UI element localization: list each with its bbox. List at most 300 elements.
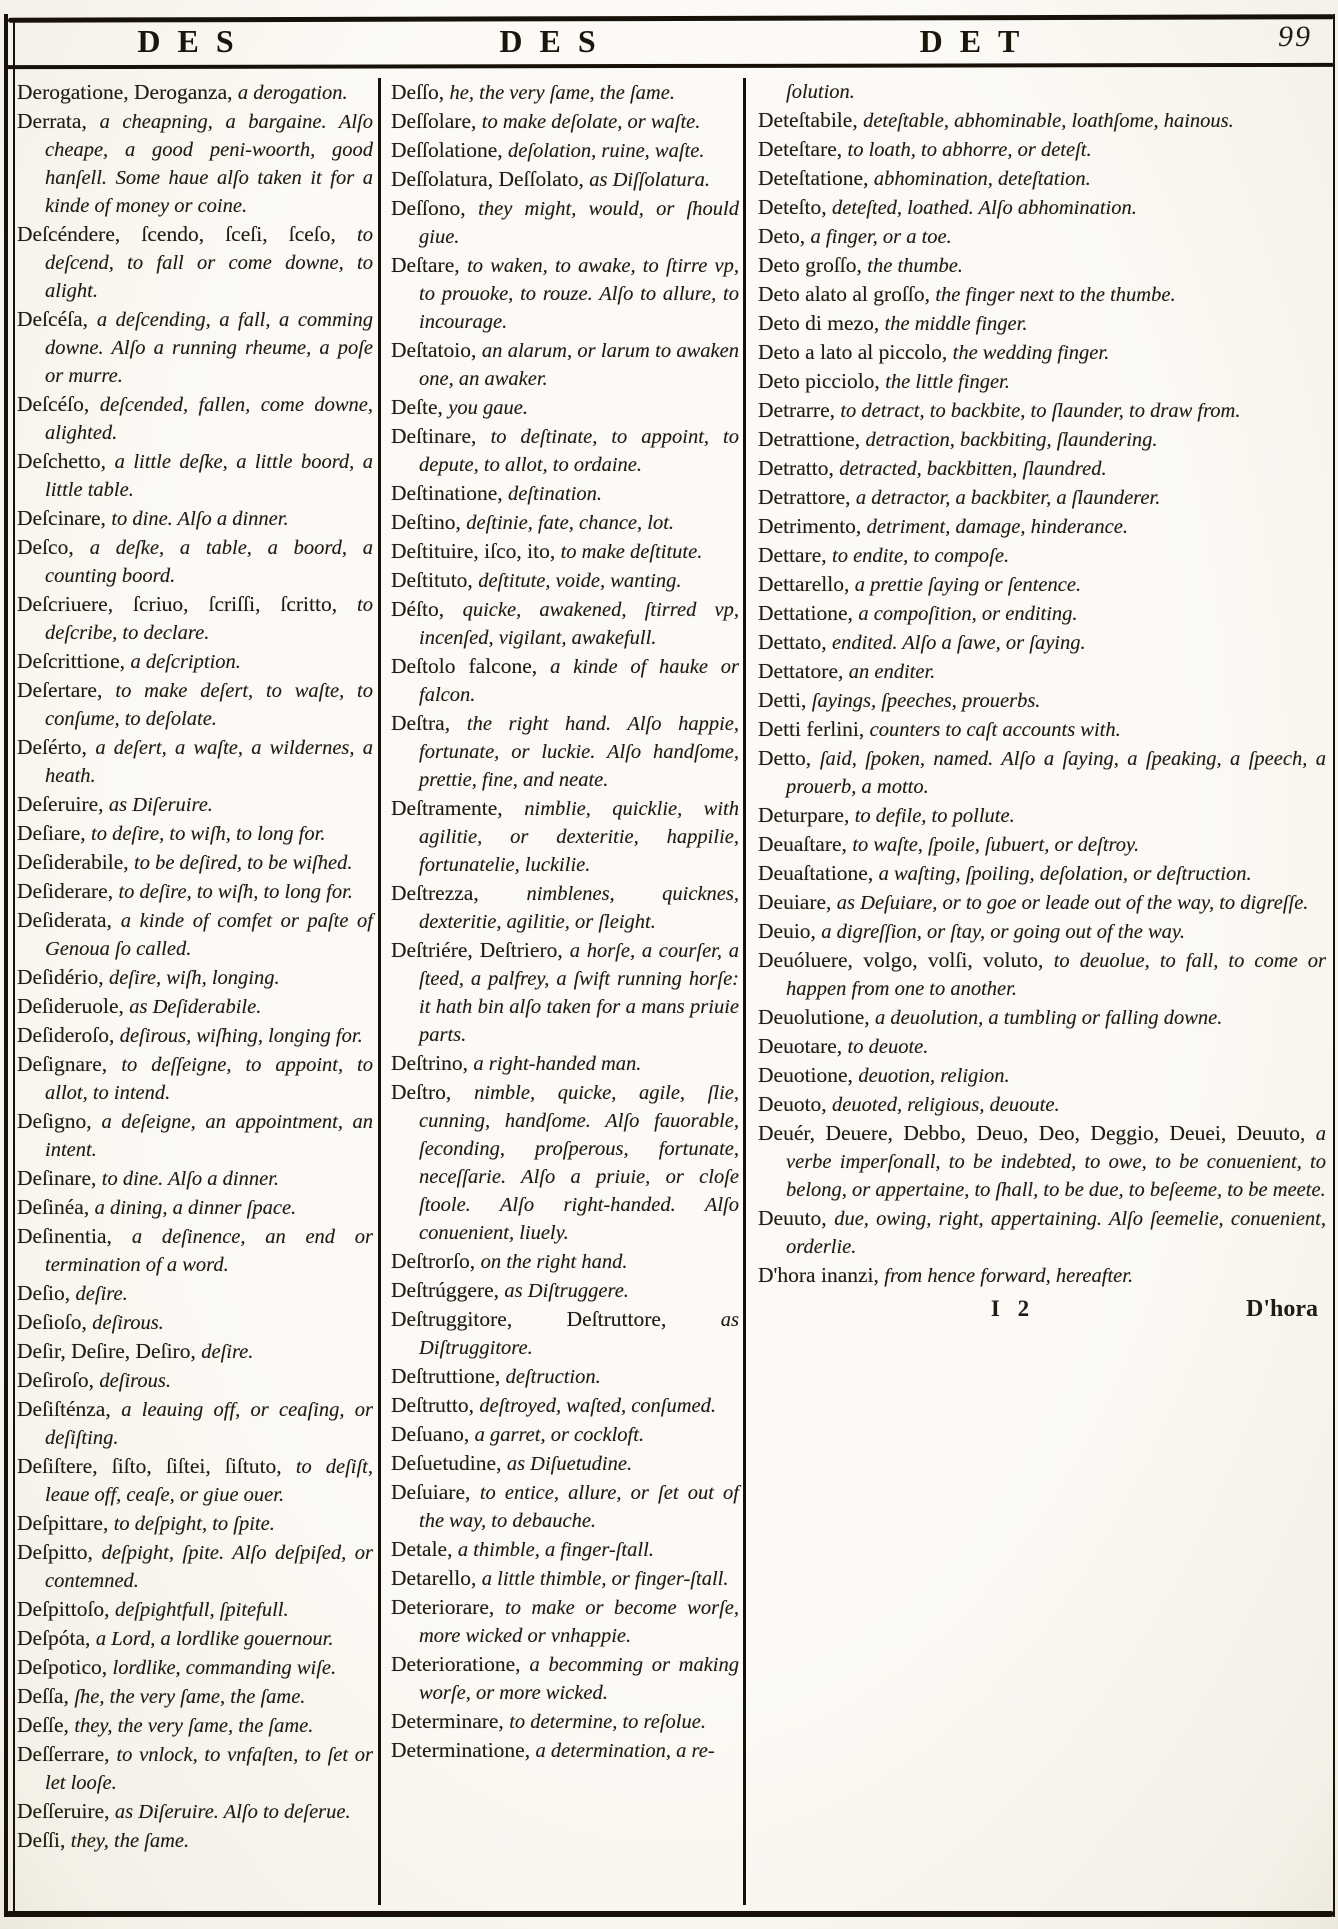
entry-headword: Deſte, bbox=[391, 395, 449, 419]
entry-gloss: deſirous, wiſhing, longing for. bbox=[119, 1025, 363, 1047]
entry-headword: Deſigno, bbox=[17, 1109, 102, 1133]
dictionary-entry bbox=[391, 1049, 739, 1078]
entry-headword: Deto picciolo, bbox=[758, 369, 886, 393]
column-1 bbox=[17, 78, 378, 1905]
entry-headword: Deſinéa, bbox=[17, 1195, 95, 1219]
dictionary-entry bbox=[391, 1650, 739, 1707]
dictionary-entry bbox=[758, 888, 1326, 917]
dictionary-entry bbox=[758, 541, 1326, 570]
entry-gloss: to deuolue, to fall, to come or happen from one to another. bbox=[786, 950, 1326, 1000]
header-section-2: DES bbox=[499, 22, 613, 59]
dictionary-entry bbox=[17, 1452, 373, 1509]
entry-headword: Deſidério, bbox=[17, 965, 109, 989]
dictionary-entry bbox=[758, 801, 1326, 830]
entry-gloss: deſolation, ruine, waſte. bbox=[508, 140, 705, 162]
entry-headword: Dettato, bbox=[758, 630, 833, 654]
entry-headword: Deſtramente, bbox=[391, 796, 525, 820]
entry-gloss: endited. Alſo a ſawe, or ſaying. bbox=[832, 632, 1086, 654]
entry-headword: Deſinentia, bbox=[17, 1224, 132, 1248]
entry-gloss: as Diſtruggitore. bbox=[419, 1309, 739, 1359]
entry-gloss: to entice, allure, or ſet out of the way, to debauche. bbox=[419, 1482, 740, 1532]
entry-gloss: to be deſired, to be wiſhed. bbox=[134, 852, 353, 874]
entry-gloss: the thumbe. bbox=[867, 255, 963, 277]
entry-gloss: from hence forward, hereafter. bbox=[884, 1265, 1134, 1287]
dictionary-entry bbox=[758, 1090, 1326, 1119]
entry-headword: Deſpóta, bbox=[17, 1626, 96, 1650]
entry-headword: Deuaſtatione, bbox=[758, 861, 879, 885]
entry-headword: Deſcéndere, ſcendo, ſceſi, ſceſo, bbox=[17, 222, 358, 246]
catchword: D'hora bbox=[1246, 1296, 1318, 1322]
entry-headword: Detrattione, bbox=[758, 427, 866, 451]
dictionary-entry bbox=[391, 1707, 739, 1736]
dictionary-entry bbox=[17, 1308, 373, 1337]
entry-headword: Deſuiare, bbox=[391, 1480, 480, 1504]
entry-headword: Deſſerrare, bbox=[17, 1742, 117, 1766]
dictionary-entry bbox=[17, 447, 373, 504]
entry-headword: Detarello, bbox=[391, 1566, 482, 1590]
entry-headword: Deſtinatione, bbox=[391, 481, 509, 505]
dictionary-entry bbox=[758, 917, 1326, 946]
dictionary-entry bbox=[17, 790, 373, 819]
entry-gloss: a Lord, a lordlike gouernour. bbox=[95, 1628, 334, 1650]
dictionary-entry bbox=[391, 422, 739, 479]
dictionary-entry bbox=[758, 367, 1326, 396]
dictionary-entry bbox=[758, 715, 1326, 744]
entry-headword: Deſiderabile, bbox=[17, 850, 135, 874]
dictionary-entry bbox=[391, 1305, 739, 1362]
dictionary-entry bbox=[391, 508, 739, 537]
dictionary-entry bbox=[17, 1740, 373, 1797]
dictionary-entry bbox=[17, 877, 373, 906]
entry-headword: Deſtrutto, bbox=[391, 1393, 480, 1417]
dictionary-entry bbox=[17, 1797, 373, 1826]
entry-gloss: a becomming or making worſe, or more wicked. bbox=[419, 1654, 739, 1704]
entry-gloss: deſtination. bbox=[508, 483, 602, 505]
entry-headword: Deſiare, bbox=[17, 821, 92, 845]
entry-headword: Deſiſtere, ſiſto, ſiſtei, ſiſtuto, bbox=[17, 1454, 296, 1478]
entry-gloss: to deſpight, to ſpite. bbox=[113, 1513, 275, 1535]
entry-headword: Deſſolatione, bbox=[391, 138, 509, 162]
entry-headword: Deuóluere, volgo, volſi, voluto, bbox=[758, 948, 1054, 972]
entry-gloss: ſayings, ſpeeches, prouerbs. bbox=[811, 690, 1041, 712]
dictionary-entry bbox=[17, 1366, 373, 1395]
entry-gloss: on the right hand. bbox=[480, 1251, 628, 1273]
entry-headword: Deſtrezza, bbox=[391, 881, 527, 905]
dictionary-entry bbox=[17, 676, 373, 733]
entry-gloss: detriment, damage, hinderance. bbox=[866, 516, 1128, 538]
entry-headword: Derogatione, Deroganza, bbox=[17, 80, 238, 104]
entry-headword: Deſeruire, bbox=[17, 792, 109, 816]
entry-headword: Deſcéſo, bbox=[17, 392, 100, 416]
dictionary-entry bbox=[17, 1653, 373, 1682]
entry-headword: Deſtro, bbox=[391, 1080, 475, 1104]
entry-gloss: a determination, a re- bbox=[535, 1740, 715, 1762]
dictionary-entry bbox=[758, 193, 1326, 222]
entry-headword: Deſchetto, bbox=[17, 449, 115, 473]
entry-headword: Deteſto, bbox=[758, 195, 833, 219]
column-footer bbox=[758, 1296, 1326, 1332]
dictionary-entry bbox=[17, 647, 373, 676]
dictionary-entry bbox=[391, 136, 739, 165]
dictionary-entry bbox=[391, 479, 739, 508]
dictionary-entry bbox=[758, 628, 1326, 657]
column-2 bbox=[378, 78, 743, 1905]
entry-gloss: a waſting, ſpoiling, deſolation, or deſtruction. bbox=[878, 863, 1252, 885]
entry-headword: Deſcriuere, ſcriuo, ſcriſſi, ſcritto, bbox=[17, 592, 358, 616]
entry-gloss: to make deſtitute. bbox=[560, 541, 703, 563]
entry-gloss: as Diſeruire. bbox=[108, 794, 213, 816]
running-header bbox=[16, 18, 1326, 64]
dictionary-entry bbox=[758, 280, 1326, 309]
dictionary-entry bbox=[17, 1395, 373, 1452]
dictionary-entry bbox=[17, 1538, 373, 1595]
entry-headword: Deſiderata, bbox=[17, 908, 121, 932]
entry-headword: Detto, bbox=[758, 746, 820, 770]
dictionary-entry bbox=[758, 106, 1326, 135]
entry-gloss: to loath, to abhorre, or deteſt. bbox=[847, 139, 1092, 161]
entry-gloss: to endite, to compoſe. bbox=[832, 545, 1010, 567]
dictionary-entry bbox=[758, 338, 1326, 367]
entry-gloss: to determine, to reſolue. bbox=[509, 1711, 706, 1733]
dictionary-entry bbox=[17, 1337, 373, 1366]
dictionary-entry bbox=[758, 454, 1326, 483]
entry-gloss: to deſire, to wiſh, to long for. bbox=[91, 823, 326, 845]
dictionary-entry bbox=[17, 1711, 373, 1740]
dictionary-entry bbox=[17, 1107, 373, 1164]
entry-gloss: deſtruction. bbox=[505, 1366, 601, 1388]
entry-gloss: a little deſke, a little boord, a little table. bbox=[45, 451, 373, 501]
entry-headword: Deſcrittione, bbox=[17, 649, 131, 673]
entry-gloss: a right-handed man. bbox=[473, 1053, 642, 1075]
dictionary-entry bbox=[391, 107, 739, 136]
entry-headword: Detale, bbox=[391, 1537, 458, 1561]
entry-gloss: an enditer. bbox=[848, 661, 936, 683]
entry-gloss: to deuote. bbox=[847, 1036, 929, 1058]
entry-headword: Deſpotico, bbox=[17, 1655, 113, 1679]
entry-headword: Deſſo, bbox=[391, 80, 450, 104]
dictionary-entry bbox=[758, 164, 1326, 193]
entry-headword: Deuér, Deuere, Debbo, Deuo, Deo, Deggio, Deuei, Deuuto, bbox=[758, 1121, 1316, 1145]
dictionary-entry bbox=[391, 1564, 739, 1593]
entry-headword: Deſpittoſo, bbox=[17, 1597, 115, 1621]
header-section-1: DES bbox=[137, 22, 251, 59]
entry-gloss: to waſte, ſpoile, ſubuert, or deſtroy. bbox=[852, 834, 1140, 856]
entry-gloss: as Diſſolatura. bbox=[589, 169, 710, 191]
entry-gloss: to make deſolate, or waſte. bbox=[481, 111, 701, 133]
text-columns bbox=[17, 78, 1328, 1905]
dictionary-entry bbox=[17, 1279, 373, 1308]
entry-gloss: a horſe, a courſer, a ſteed, a palfrey, a ſwift running horſe: it hath bin alſo taken for a mans priuie parts. bbox=[419, 940, 739, 1046]
entry-gloss: the finger next to the thumbe. bbox=[935, 284, 1176, 306]
dictionary-entry bbox=[758, 946, 1326, 1003]
dictionary-entry bbox=[17, 1624, 373, 1653]
dictionary-entry bbox=[391, 393, 739, 422]
entry-gloss: deteſted, loathed. Alſo abhomination. bbox=[832, 197, 1137, 219]
entry-headword: Deſtino, bbox=[391, 510, 467, 534]
entry-gloss: as Deſiderabile. bbox=[129, 996, 262, 1018]
entry-headword: Deſignare, bbox=[17, 1052, 122, 1076]
dictionary-entry bbox=[17, 390, 373, 447]
entry-gloss: a little thimble, or finger-ſtall. bbox=[481, 1568, 729, 1590]
entry-gloss: a deſert, a waſte, a wildernes, a heath. bbox=[45, 737, 374, 787]
entry-gloss: to deſire, to wiſh, to long for. bbox=[118, 881, 353, 903]
entry-headword: D'hora inanzi, bbox=[758, 1263, 885, 1287]
entry-gloss: they might, would, or ſhould giue. bbox=[419, 198, 739, 248]
page-number: 99 bbox=[1278, 20, 1312, 53]
entry-headword: Deſuano, bbox=[391, 1422, 475, 1446]
entry-gloss: deſtroyed, waſted, conſumed. bbox=[479, 1395, 717, 1417]
entry-headword: Deſpittare, bbox=[17, 1511, 114, 1535]
entry-gloss: a derogation. bbox=[237, 82, 348, 104]
entry-headword: Deſtatoio, bbox=[391, 338, 482, 362]
dictionary-entry bbox=[758, 570, 1326, 599]
entry-gloss: to deſcribe, to declare. bbox=[45, 594, 373, 644]
entry-headword: Deſpitto, bbox=[17, 1540, 102, 1564]
entry-gloss: due, owing, right, appertaining. Alſo ſeemelie, conuenient, orderlie. bbox=[786, 1208, 1326, 1258]
entry-headword: Deto a lato al piccolo, bbox=[758, 340, 953, 364]
entry-gloss: a finger, or a toe. bbox=[810, 226, 952, 248]
entry-gloss: to waken, to awake, to ſtirre vp, to prouoke, to rouze. Alſo to allure, to incourage. bbox=[419, 255, 739, 333]
entry-headword: Deuaſtare, bbox=[758, 832, 853, 856]
entry-headword: Deſtrúggere, bbox=[391, 1278, 505, 1302]
entry-gloss: as Deſuiare, or to goe or leade out of the way, to digreſſe. bbox=[836, 892, 1309, 914]
entry-headword: Deſir, Deſire, Deſiro, bbox=[17, 1339, 202, 1363]
entry-gloss: counters to caſt accounts with. bbox=[869, 719, 1121, 741]
dictionary-entry bbox=[391, 1535, 739, 1564]
dictionary-entry bbox=[391, 165, 739, 194]
entry-gloss: a leauing off, or ceaſing, or deſiſting. bbox=[45, 1399, 373, 1449]
dictionary-entry bbox=[391, 1420, 739, 1449]
entry-gloss: a deſke, a table, a boord, a counting boord. bbox=[45, 537, 374, 587]
dictionary-entry bbox=[758, 78, 1326, 106]
entry-headword: Deuiare, bbox=[758, 890, 837, 914]
entry-gloss: abhomination, deteſtation. bbox=[873, 168, 1091, 190]
entry-gloss: they, the ſame. bbox=[70, 1830, 190, 1852]
dictionary-entry bbox=[391, 1736, 739, 1765]
dictionary-entry bbox=[758, 744, 1326, 801]
entry-headword: Dettare, bbox=[758, 543, 833, 567]
dictionary-entry bbox=[758, 859, 1326, 888]
entry-gloss: to deſcend, to fall or come downe, to alight. bbox=[45, 224, 373, 302]
entry-gloss: deſirous. bbox=[99, 1370, 171, 1392]
entry-gloss: a thimble, a finger-ſtall. bbox=[457, 1539, 654, 1561]
entry-gloss: a cheapning, a bargaine. Alſo cheape, a good peni-woorth, good hanſell. Some haue alſo taken it for a kinde of money or coine. bbox=[45, 111, 373, 217]
dictionary-entry bbox=[391, 709, 739, 794]
entry-gloss: the right hand. Alſo happie, fortunate, or luckie. Alſo handſome, prettie, fine, and neate. bbox=[419, 713, 739, 791]
entry-headword: Detrattore, bbox=[758, 485, 856, 509]
entry-gloss: a deſcription. bbox=[130, 651, 241, 673]
entry-headword: Deſideruole, bbox=[17, 994, 130, 1018]
entry-headword: Deuotione, bbox=[758, 1063, 859, 1087]
entry-gloss: deuotion, religion. bbox=[858, 1065, 1010, 1087]
entry-gloss: the little finger. bbox=[885, 371, 1010, 393]
entry-headword: Deſideroſo, bbox=[17, 1023, 120, 1047]
entry-gloss: a detractor, a backbiter, a ſlaunderer. bbox=[855, 487, 1161, 509]
entry-gloss: detraction, backbiting, ſlaundering. bbox=[865, 429, 1158, 451]
entry-headword: Deſſi, bbox=[17, 1828, 71, 1852]
entry-headword: Deſco, bbox=[17, 535, 90, 559]
entry-headword: Deteſtabile, bbox=[758, 108, 864, 132]
entry-gloss: to deſtinate, to appoint, to depute, to allot, to ordaine. bbox=[419, 426, 739, 476]
dictionary-entry bbox=[391, 1449, 739, 1478]
entry-gloss: lordlike, commanding wiſe. bbox=[112, 1657, 337, 1679]
entry-gloss: a deſeigne, an appointment, an intent. bbox=[45, 1111, 373, 1161]
dictionary-entry bbox=[391, 1478, 739, 1535]
entry-headword: Deſcinare, bbox=[17, 506, 112, 530]
dictionary-entry bbox=[17, 1826, 373, 1855]
entry-headword: Detratto, bbox=[758, 456, 840, 480]
left-border-inner bbox=[13, 20, 15, 1913]
dictionary-entry bbox=[758, 1261, 1326, 1290]
entry-gloss: quicke, awakened, ſtirred vp, incenſed, vigilant, awakefull. bbox=[419, 599, 739, 649]
entry-headword: Deturpare, bbox=[758, 803, 855, 827]
dictionary-entry bbox=[758, 1204, 1326, 1261]
bottom-rule bbox=[6, 1911, 1334, 1917]
entry-gloss: to deſſeigne, to appoint, to allot, to intend. bbox=[45, 1054, 373, 1104]
dictionary-entry bbox=[391, 595, 739, 652]
entry-gloss: as Diſuetudine. bbox=[506, 1453, 633, 1475]
column-3 bbox=[743, 78, 1328, 1905]
dictionary-entry bbox=[758, 1003, 1326, 1032]
dictionary-entry bbox=[758, 135, 1326, 164]
left-border-outer bbox=[4, 14, 8, 1917]
dictionary-entry bbox=[391, 537, 739, 566]
entry-headword: Dettarello, bbox=[758, 572, 855, 596]
dictionary-entry bbox=[758, 309, 1326, 338]
entry-gloss: to detract, to backbite, to ſlaunder, to draw from. bbox=[840, 400, 1241, 422]
entry-gloss: to dine. Alſo a dinner. bbox=[101, 1168, 280, 1190]
entry-headword: Deſcéſa, bbox=[17, 307, 97, 331]
entry-headword: Deſtriére, Deſtriero, bbox=[391, 938, 570, 962]
entry-headword: Deuolutione, bbox=[758, 1005, 876, 1029]
header-section-3: DET bbox=[919, 22, 1037, 59]
entry-headword: Deſſeruire, bbox=[17, 1799, 115, 1823]
entry-headword: Deuio, bbox=[758, 919, 822, 943]
entry-headword: Dettatore, bbox=[758, 659, 849, 683]
entry-headword: Dettatione, bbox=[758, 601, 859, 625]
dictionary-entry bbox=[758, 425, 1326, 454]
entry-headword: Deſuetudine, bbox=[391, 1451, 507, 1475]
entry-headword: Deſtituto, bbox=[391, 568, 479, 592]
entry-headword: Deſiderare, bbox=[17, 879, 119, 903]
dictionary-entry bbox=[391, 652, 739, 709]
dictionary-entry bbox=[391, 1593, 739, 1650]
entry-headword: Deſſe, bbox=[17, 1713, 75, 1737]
entry-gloss: deſire. bbox=[201, 1341, 254, 1363]
entry-gloss: deteſtable, abhominable, loathſome, hainous. bbox=[863, 110, 1234, 132]
dictionary-entry bbox=[758, 512, 1326, 541]
entry-headword: Detti ferlini, bbox=[758, 717, 870, 741]
entry-headword: Deſertare, bbox=[17, 678, 116, 702]
dictionary-entry bbox=[391, 1078, 739, 1247]
dictionary-entry bbox=[17, 819, 373, 848]
entry-gloss: deſpightfull, ſpitefull. bbox=[114, 1599, 289, 1621]
dictionary-entry bbox=[758, 396, 1326, 425]
dictionary-entry bbox=[17, 1164, 373, 1193]
entry-gloss: detracted, backbitten, ſlaundred. bbox=[839, 458, 1107, 480]
dictionary-entry bbox=[758, 251, 1326, 280]
entry-gloss: as Diſeruire. Alſo to deſerue. bbox=[114, 1801, 351, 1823]
entry-gloss: nimblie, quicklie, with agilitie, or dexteritie, happilie, fortunatelie, luckilie. bbox=[419, 798, 739, 876]
entry-gloss: a deſcending, a fall, a comming downe. Alſo a running rheume, a poſe or murre. bbox=[45, 309, 373, 387]
entry-headword: Deto alato al groſſo, bbox=[758, 282, 936, 306]
entry-gloss: to make deſert, to waſte, to conſume, to deſolate. bbox=[45, 680, 373, 730]
entry-headword: Deto di mezo, bbox=[758, 311, 885, 335]
entry-gloss: nimble, quicke, agile, ſlie, cunning, handſome. Alſo fauorable, ſeconding, proſperous, fortunate, neceſſarie. Alſo a priuie, or cloſe ſtoole. Alſo right-handed. Alſo conuenient, liuely. bbox=[419, 1082, 739, 1244]
dictionary-entry bbox=[391, 794, 739, 879]
entry-headword: Deſtolo falcone, bbox=[391, 654, 551, 678]
dictionary-entry bbox=[391, 78, 739, 107]
dictionary-entry bbox=[17, 504, 373, 533]
entry-gloss: a kinde of hauke or falcon. bbox=[419, 656, 739, 706]
entry-gloss: ſolution. bbox=[786, 81, 855, 103]
dictionary-entry bbox=[17, 1682, 373, 1711]
entry-headword: Deſtrorſo, bbox=[391, 1249, 481, 1273]
entry-headword: Deſtituire, iſco, ito, bbox=[391, 539, 561, 563]
entry-headword: Deſio, bbox=[17, 1281, 76, 1305]
dictionary-entry bbox=[17, 220, 373, 305]
entry-gloss: a deuolution, a tumbling or falling downe. bbox=[875, 1007, 1223, 1029]
dictionary-entry bbox=[758, 1119, 1326, 1204]
entry-gloss: ſaid, ſpoken, named. Alſo a ſaying, a ſpeaking, a ſpeech, a prouerb, a motto. bbox=[786, 748, 1326, 798]
dictionary-entry bbox=[17, 533, 373, 590]
entry-headword: Determinare, bbox=[391, 1709, 510, 1733]
right-border bbox=[1333, 14, 1335, 1917]
dictionary-entry bbox=[758, 657, 1326, 686]
entry-gloss: you gaue. bbox=[448, 397, 529, 419]
entry-headword: Deſiſténza, bbox=[17, 1397, 122, 1421]
entry-gloss: ſhe, the very ſame, the ſame. bbox=[74, 1686, 306, 1708]
entry-headword: Deterioratione, bbox=[391, 1652, 530, 1676]
entry-gloss: a digreſſion, or ſtay, or going out of the way. bbox=[821, 921, 1185, 943]
entry-gloss: deſire, wiſh, longing. bbox=[108, 967, 280, 989]
entry-gloss: to make or become worſe, more wicked or vnhappie. bbox=[419, 1597, 739, 1647]
entry-headword: Detrimento, bbox=[758, 514, 867, 538]
dictionary-entry bbox=[758, 599, 1326, 628]
dictionary-entry bbox=[17, 848, 373, 877]
dictionary-entry bbox=[758, 483, 1326, 512]
entry-headword: Detrarre, bbox=[758, 398, 841, 422]
entry-headword: Deteſtare, bbox=[758, 137, 848, 161]
entry-headword: Deſtra, bbox=[391, 711, 467, 735]
entry-headword: Determinatione, bbox=[391, 1738, 536, 1762]
dictionary-entry bbox=[17, 305, 373, 390]
dictionary-entry bbox=[17, 992, 373, 1021]
entry-headword: Deſtinare, bbox=[391, 424, 491, 448]
entry-gloss: he, the very ſame, the ſame. bbox=[449, 82, 675, 104]
dictionary-entry bbox=[17, 1021, 373, 1050]
dictionary-entry bbox=[391, 194, 739, 251]
entry-headword: Deſtare, bbox=[391, 253, 468, 277]
entry-headword: Deuoto, bbox=[758, 1092, 833, 1116]
gathering-signature: I 2 bbox=[990, 1296, 1036, 1321]
entry-headword: Déſto, bbox=[391, 597, 463, 621]
dictionary-entry bbox=[17, 78, 373, 107]
entry-gloss: deſtinie, fate, chance, lot. bbox=[466, 512, 675, 534]
entry-headword: Derrata, bbox=[17, 109, 100, 133]
entry-gloss: a dining, a dinner ſpace. bbox=[94, 1197, 297, 1219]
entry-headword: Deteriorare, bbox=[391, 1595, 506, 1619]
entry-headword: Deſſolatura, Deſſolato, bbox=[391, 167, 590, 191]
entry-headword: Deto, bbox=[758, 224, 811, 248]
entry-headword: Deſiroſo, bbox=[17, 1368, 100, 1392]
entry-gloss: a verbe imperſonall, to be indebted, to owe, to be conuenient, to belong, or appertaine, to ſhall, to be due, to beſeeme, to be meete. bbox=[786, 1123, 1326, 1201]
entry-headword: Deſérto, bbox=[17, 735, 96, 759]
entry-gloss: deſtitute, voide, wanting. bbox=[478, 570, 682, 592]
entry-gloss: a compoſition, or enditing. bbox=[858, 603, 1078, 625]
entry-headword: Deſſono, bbox=[391, 196, 479, 220]
entry-headword: Deſioſo, bbox=[17, 1310, 93, 1334]
